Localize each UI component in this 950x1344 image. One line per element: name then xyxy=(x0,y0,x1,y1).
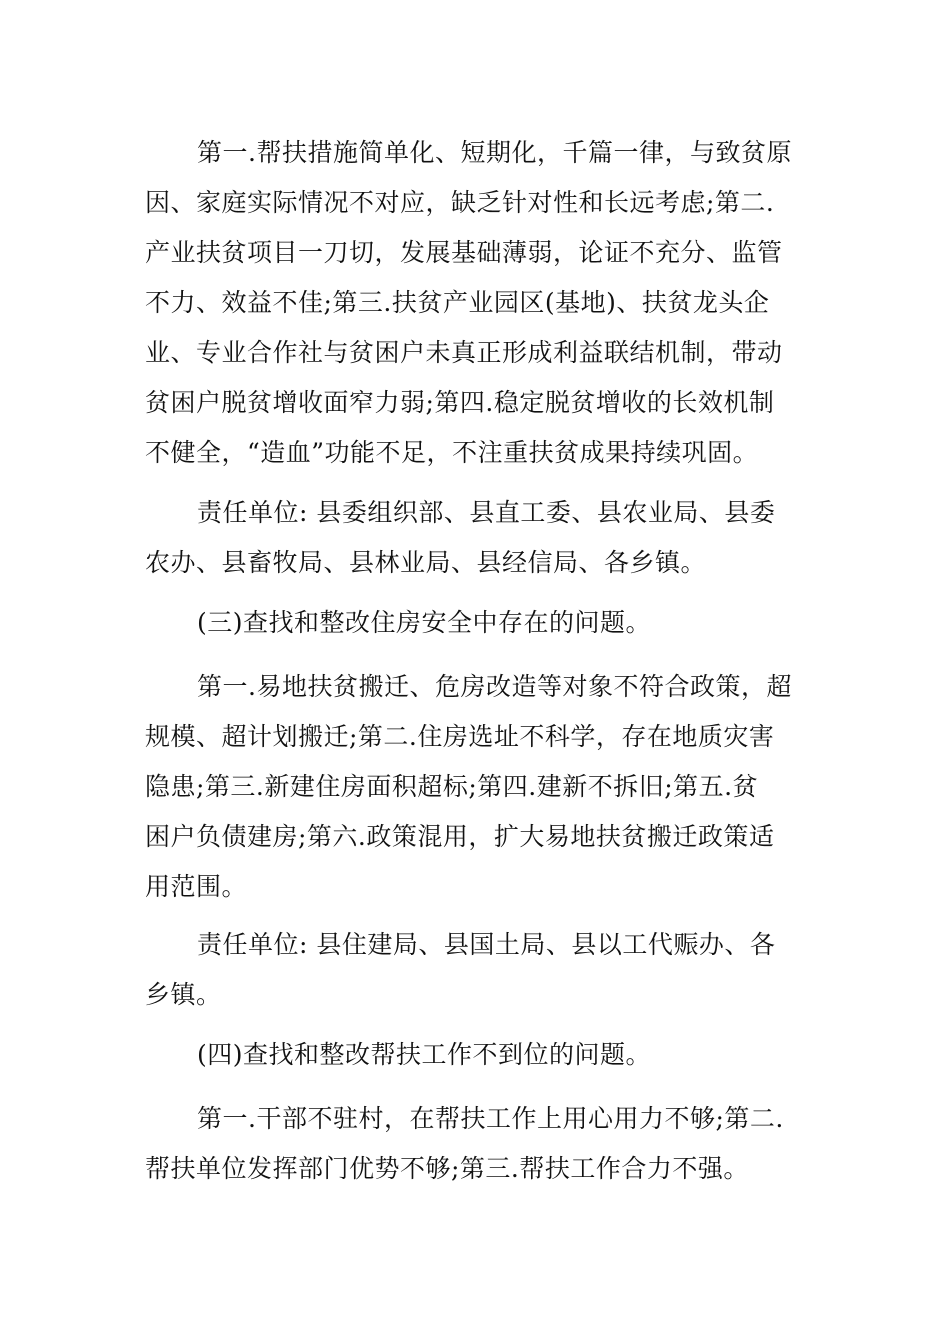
text-line: 困户负债建房;第六.政策混用，扩大易地扶贫搬迁政策适 xyxy=(145,822,775,851)
text-line: 规模、超计划搬迁;第二.住房选址不科学，存在地质灾害 xyxy=(145,722,775,751)
text-line: 隐患;第三.新建住房面积超标;第四.建新不拆旧;第五.贫 xyxy=(145,772,759,801)
text-line: 不力、效益不佳;第三.扶贫产业园区(基地)、扶贫龙头企 xyxy=(145,288,770,317)
text-line: 第一.帮扶措施简单化、短期化，千篇一律，与致贫原 xyxy=(197,138,792,167)
text-line: 第一.干部不驻村，在帮扶工作上用心用力不够;第二. xyxy=(197,1104,784,1133)
text-line: 不健全，“造血”功能不足，不注重扶贫成果持续巩固。 xyxy=(145,438,759,467)
text-line: 责任单位: 县住建局、县国土局、县以工代赈办、各 xyxy=(197,930,776,959)
text-line: 用范围。 xyxy=(145,872,248,901)
paragraph-poverty-measures xyxy=(145,128,805,478)
text-line: 农办、县畜牧局、县林业局、县经信局、各乡镇。 xyxy=(145,548,707,577)
text-line: 产业扶贫项目一刀切，发展基础薄弱，论证不充分、监管 xyxy=(145,238,783,267)
text-line: (四)查找和整改帮扶工作不到位的问题。 xyxy=(197,1040,652,1069)
paragraph-housing-issues xyxy=(145,662,805,912)
text-line: 责任单位: 县委组织部、县直工委、县农业局、县委 xyxy=(197,498,776,527)
paragraph-responsible-units-1 xyxy=(145,488,805,588)
text-line: 第一.易地扶贫搬迁、危房改造等对象不符合政策，超 xyxy=(197,672,792,701)
section-heading-assistance xyxy=(145,1030,805,1080)
section-heading-housing xyxy=(145,598,805,648)
text-line: 业、专业合作社与贫困户未真正形成利益联结机制，带动 xyxy=(145,338,783,367)
text-line: 帮扶单位发挥部门优势不够;第三.帮扶工作合力不强。 xyxy=(145,1154,749,1183)
text-line: (三)查找和整改住房安全中存在的问题。 xyxy=(197,608,652,637)
text-line: 贫困户脱贫增收面窄力弱;第四.稳定脱贫增收的长效机制 xyxy=(145,388,775,417)
text-line: 因、家庭实际情况不对应，缺乏针对性和长远考虑;第二. xyxy=(145,188,775,217)
paragraph-assistance-issues xyxy=(145,1094,805,1194)
paragraph-responsible-units-2 xyxy=(145,920,805,1020)
text-line: 乡镇。 xyxy=(145,980,222,1009)
